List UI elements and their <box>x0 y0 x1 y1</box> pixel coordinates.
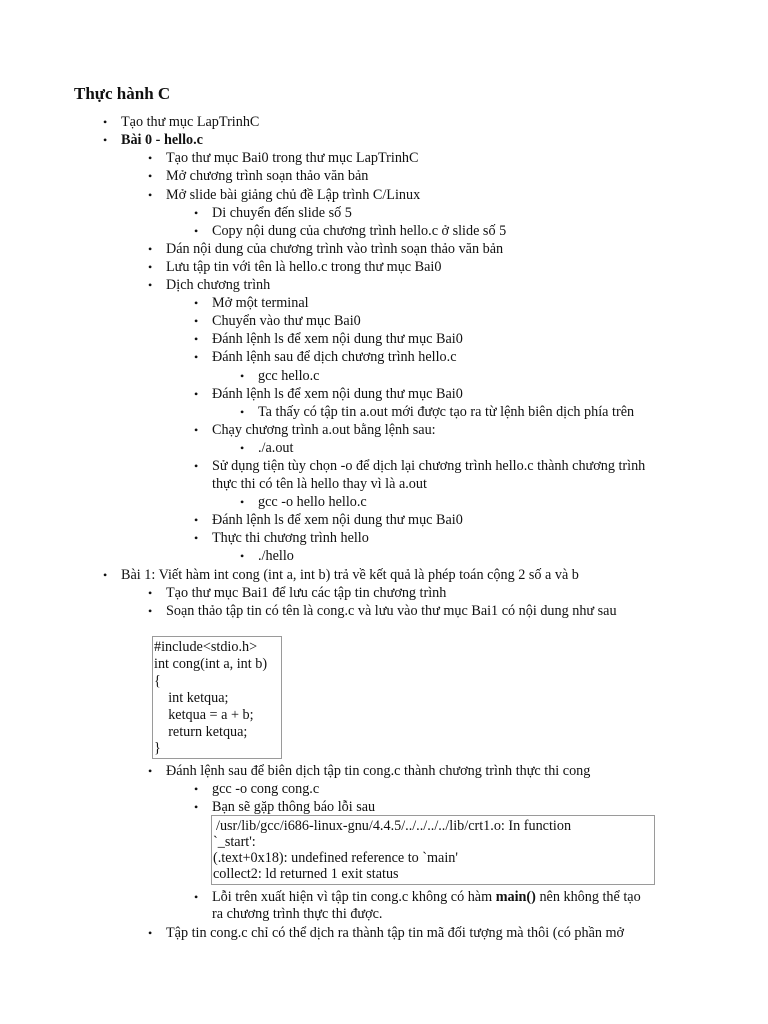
code-box <box>152 636 282 759</box>
list-item <box>194 222 507 240</box>
list-item-text: Mở chương trình soạn thảo văn bản <box>166 168 369 184</box>
list-item-text: Dịch chương trình <box>166 277 271 293</box>
list-item <box>148 584 447 602</box>
list-item <box>148 762 591 780</box>
list-item-text: Mở slide bài giảng chủ đề Lập trình C/Linux <box>166 187 421 203</box>
bullet: • <box>194 800 199 814</box>
bullet: • <box>148 278 153 292</box>
list-item-text: gcc -o cong cong.c <box>212 781 320 797</box>
list-item <box>194 780 320 798</box>
error-line: /usr/lib/gcc/i686-linux-gnu/4.4.5/../../../../lib/crt1.o: In function <box>216 818 572 834</box>
list-item-text: nên không thể tạo <box>535 889 641 905</box>
bullet: • <box>194 890 199 904</box>
list-item <box>240 403 635 421</box>
list-item-text: Sử dụng tiện tùy chọn -o để dịch lại chương trình hello.c thành chương trình <box>212 458 646 474</box>
list-item-text: Bài 0 - hello.c <box>121 132 203 148</box>
list-item-text: Tạo thư mục LapTrinhC <box>121 114 260 130</box>
code-line: return ketqua; <box>154 724 248 740</box>
bullet: • <box>148 151 153 165</box>
list-item <box>194 330 463 348</box>
bullet: • <box>240 495 245 509</box>
list-item <box>194 294 309 312</box>
bullet: • <box>240 441 245 455</box>
list-item <box>194 511 463 529</box>
list-item-text: Thực thi chương trình hello <box>212 530 369 546</box>
list-item-text: Đánh lệnh ls để xem nội dung thư mục Bai0 <box>212 331 463 347</box>
bullet: • <box>194 531 199 545</box>
list-item-text: Mở một terminal <box>212 295 309 311</box>
list-item <box>103 566 579 584</box>
list-item-text: gcc hello.c <box>258 368 320 384</box>
list-item <box>103 113 260 131</box>
error-output-box <box>211 815 655 885</box>
bullet: • <box>103 568 108 582</box>
list-item <box>194 348 457 366</box>
list-item <box>148 186 421 204</box>
bullet: • <box>194 423 199 437</box>
bullet: • <box>148 604 153 618</box>
list-item-text: gcc -o hello hello.c <box>258 494 367 510</box>
list-item-text: Copy nội dung của chương trình hello.c ở slide số 5 <box>212 223 507 239</box>
list-item <box>148 602 617 620</box>
list-item-text: Dán nội dung của chương trình vào trình soạn thảo văn bản <box>166 241 504 257</box>
list-item-text: ./hello <box>258 548 294 564</box>
list-item <box>148 924 625 942</box>
bullet: • <box>194 513 199 527</box>
list-item-text: Chuyển vào thư mục Bai0 <box>212 313 361 329</box>
bullet: • <box>240 549 245 563</box>
bullet: • <box>240 369 245 383</box>
list-item <box>194 798 376 816</box>
list-item <box>148 240 504 258</box>
bullet: • <box>194 314 199 328</box>
page-title: Thực hành C <box>74 84 171 103</box>
list-item-text: Tập tin cong.c chỉ có thể dịch ra thành tập tin mã đối tượng mà thôi (có phần mở <box>166 925 625 941</box>
list-item-text: ra chương trình thực thi được. <box>212 906 383 922</box>
bullet: • <box>148 169 153 183</box>
list-item-text: Bài 1: Viết hàm int cong (int a, int b) trả về kết quả là phép toán cộng 2 số a và b <box>121 567 579 583</box>
list-item <box>194 421 436 439</box>
list-item-text: Ta thấy có tập tin a.out mới được tạo ra từ lệnh biên dịch phía trên <box>258 404 635 420</box>
code-line: int ketqua; <box>154 690 229 706</box>
bullet: • <box>194 350 199 364</box>
bullet: • <box>148 926 153 940</box>
bullet: • <box>194 387 199 401</box>
list-item <box>240 547 294 565</box>
bullet: • <box>103 133 108 147</box>
list-item <box>240 367 320 385</box>
bullet: • <box>103 115 108 129</box>
bullet: • <box>148 260 153 274</box>
list-item-text: Đánh lệnh ls để xem nội dung thư mục Bai0 <box>212 512 463 528</box>
list-item-text: Bạn sẽ gặp thông báo lỗi sau <box>212 799 376 815</box>
list-item-text: Soạn thảo tập tin có tên là cong.c và lưu vào thư mục Bai1 có nội dung như sau <box>166 603 617 619</box>
list-item-text: Đánh lệnh sau để biên dịch tập tin cong.c thành chương trình thực thi cong <box>166 763 591 779</box>
list-item-text: Đánh lệnh ls để xem nội dung thư mục Bai0 <box>212 386 463 402</box>
code-line: #include<stdio.h> <box>154 639 258 655</box>
error-line: `_start': <box>213 834 256 850</box>
list-item-continuation <box>212 475 427 493</box>
list-item <box>148 167 369 185</box>
list-item-text: Lưu tập tin với tên là hello.c trong thư mục Bai0 <box>166 259 442 275</box>
bullet: • <box>148 586 153 600</box>
bullet: • <box>194 206 199 220</box>
code-line: int cong(int a, int b) <box>154 656 268 672</box>
error-line: (.text+0x18): undefined reference to `main' <box>213 850 458 866</box>
list-item <box>148 276 271 294</box>
code-line: ketqua = a + b; <box>154 707 254 723</box>
bullet: • <box>240 405 245 419</box>
list-item <box>194 457 646 475</box>
list-item-text: Di chuyển đến slide số 5 <box>212 205 352 221</box>
list-item-text: Chạy chương trình a.out bằng lệnh sau: <box>212 422 436 438</box>
bullet: • <box>194 296 199 310</box>
bullet: • <box>194 782 199 796</box>
list-item <box>194 529 369 547</box>
code-line: { <box>154 673 161 689</box>
list-item-text: Tạo thư mục Bai1 để lưu các tập tin chương trình <box>166 585 447 601</box>
list-item-text: Lỗi trên xuất hiện vì tập tin cong.c không có hàm <box>212 889 496 905</box>
list-item-text: Đánh lệnh sau để dịch chương trình hello.c <box>212 349 457 365</box>
list-item <box>148 258 442 276</box>
bullet: • <box>148 188 153 202</box>
bullet: • <box>148 764 153 778</box>
list-item <box>194 312 361 330</box>
list-item <box>240 439 294 457</box>
list-item <box>194 888 641 906</box>
list-item <box>194 204 352 222</box>
bullet: • <box>194 224 199 238</box>
bullet: • <box>194 332 199 346</box>
list-item <box>240 493 367 511</box>
list-item <box>194 385 463 403</box>
list-item-text: thực thi có tên là hello thay vì là a.out <box>212 476 427 492</box>
bullet: • <box>194 459 199 473</box>
error-line: collect2: ld returned 1 exit status <box>213 866 399 882</box>
code-line: } <box>154 740 161 756</box>
list-item-continuation <box>212 905 382 923</box>
list-item <box>148 149 419 167</box>
list-item-text: ./a.out <box>258 440 294 456</box>
list-item-text: Tạo thư mục Bai0 trong thư mục LapTrinhC <box>166 150 419 166</box>
list-item <box>103 131 203 149</box>
bullet: • <box>148 242 153 256</box>
inline-code-bold: main() <box>495 889 536 905</box>
